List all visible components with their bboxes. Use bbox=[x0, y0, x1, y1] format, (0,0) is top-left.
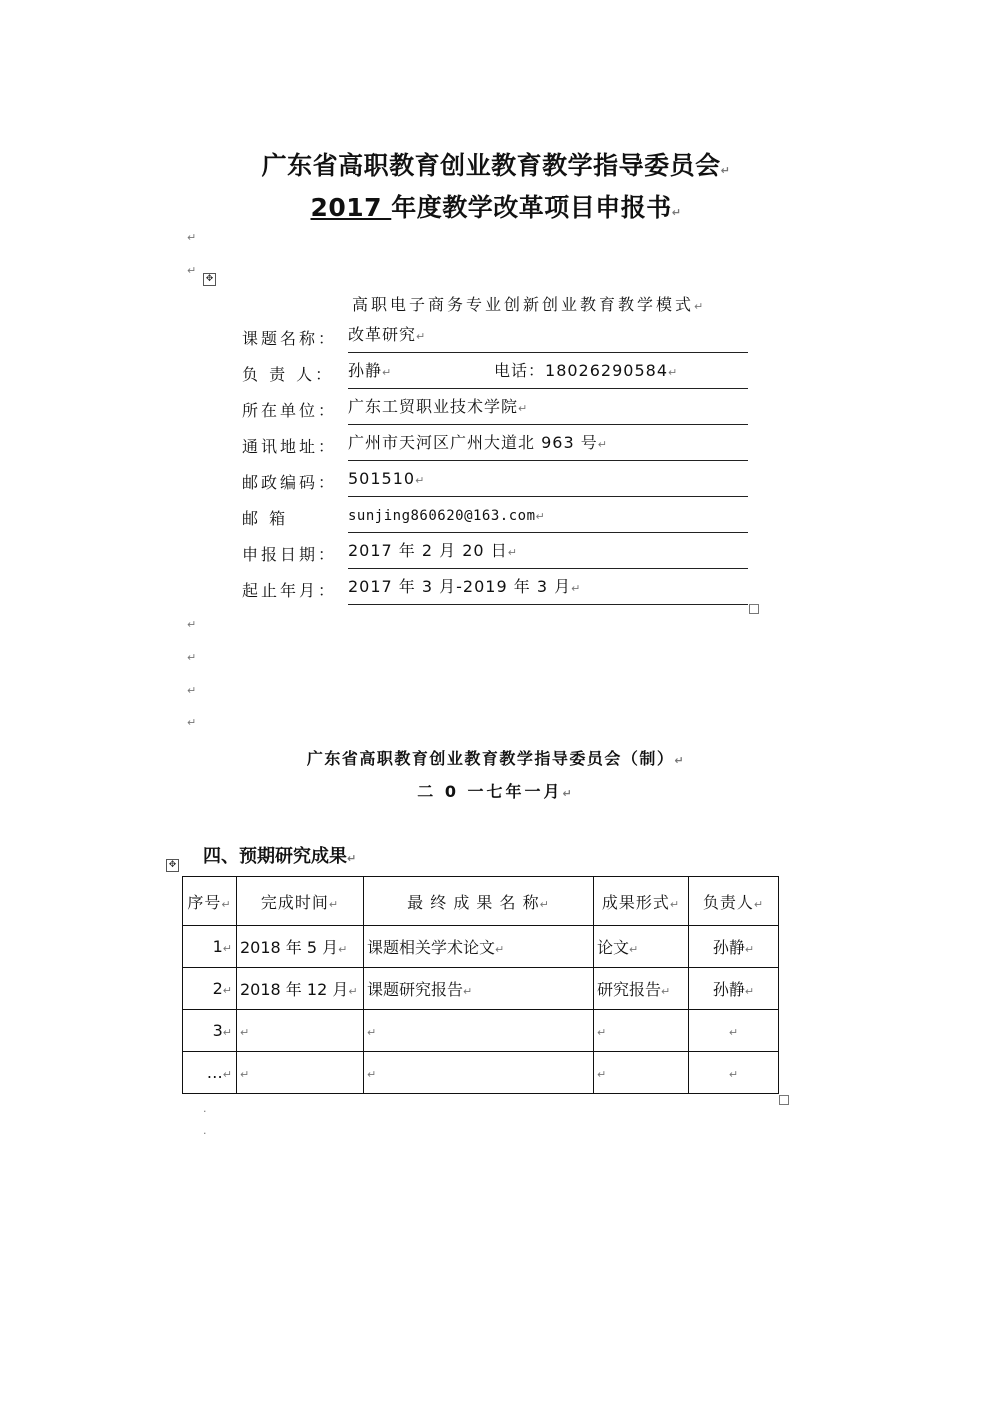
cell-time[interactable]: ↵ bbox=[237, 1052, 364, 1094]
paragraph-mark: ↵ bbox=[187, 651, 197, 664]
cell-name[interactable]: ↵ bbox=[364, 1010, 594, 1052]
issue-date: 二 0 一七年一月↵ bbox=[417, 782, 575, 801]
field-label: 通讯地址： bbox=[242, 437, 338, 456]
issuing-organization: 广东省高职教育创业教育教学指导委员会（制）↵ bbox=[306, 749, 686, 768]
field-row-period bbox=[242, 570, 748, 606]
table-move-handle-icon[interactable]: ✥ bbox=[166, 859, 179, 872]
cell-owner[interactable]: 孙静↵ bbox=[689, 926, 779, 968]
cell-form[interactable]: ↵ bbox=[594, 1052, 689, 1094]
column-header: 序号↵ bbox=[183, 877, 237, 926]
field-value[interactable]: 广州市天河区广州大道北 963 号↵ bbox=[348, 426, 748, 461]
cell-form[interactable]: 论文↵ bbox=[594, 926, 689, 968]
field-value[interactable]: 广东工贸职业技术学院↵ bbox=[348, 390, 748, 425]
field-row-email bbox=[242, 498, 748, 534]
table-header-row bbox=[183, 877, 779, 926]
cell-owner[interactable]: 孙静↵ bbox=[689, 968, 779, 1010]
cell-form[interactable]: 研究报告↵ bbox=[594, 968, 689, 1010]
paragraph-mark: ↵ bbox=[187, 684, 197, 697]
cell-no[interactable]: 2↵ bbox=[183, 968, 237, 1010]
field-label: 负 责 人： bbox=[242, 365, 335, 384]
field-row-topic bbox=[242, 318, 748, 354]
field-label: 所在单位： bbox=[242, 401, 338, 420]
table-row bbox=[183, 1010, 779, 1052]
field-value[interactable]: 2017 年 2 月 20 日↵ bbox=[348, 534, 748, 569]
table-row bbox=[183, 968, 779, 1010]
cell-time[interactable]: ↵ bbox=[237, 1010, 364, 1052]
field-label: 课题名称： bbox=[242, 329, 338, 348]
table-resize-handle-icon[interactable] bbox=[749, 604, 759, 614]
field-value[interactable]: 2017 年 3 月-2019 年 3 月↵ bbox=[348, 570, 748, 605]
paragraph-mark: ↵ bbox=[187, 716, 197, 729]
field-value[interactable]: 501510↵ bbox=[348, 462, 748, 497]
field-row-postcode bbox=[242, 462, 748, 498]
paragraph-mark: ↵ bbox=[187, 264, 197, 277]
project-title-line1: 高职电子商务专业创新创业教育教学模式↵ bbox=[352, 295, 707, 314]
cell-name[interactable]: 课题研究报告↵ bbox=[364, 968, 594, 1010]
cell-name[interactable]: ↵ bbox=[364, 1052, 594, 1094]
field-label: 邮 箱 bbox=[242, 509, 289, 528]
cell-owner[interactable]: ↵ bbox=[689, 1052, 779, 1094]
column-header: 完成时间↵ bbox=[237, 877, 364, 926]
field-label: 申报日期： bbox=[242, 545, 338, 564]
paragraph-mark: ↵ bbox=[187, 618, 197, 631]
cell-time[interactable]: 2018 年 12 月↵ bbox=[237, 968, 364, 1010]
field-value[interactable]: 孙静↵ 电话：18026290584↵ bbox=[348, 354, 748, 389]
phone-field: 电话：18026290584↵ bbox=[494, 361, 679, 380]
cell-owner[interactable]: ↵ bbox=[689, 1010, 779, 1052]
cover-title-line2: 2017 年度教学改革项目申报书↵ bbox=[310, 193, 682, 222]
field-label: 起止年月： bbox=[242, 581, 338, 600]
section-heading: 四、预期研究成果↵ bbox=[203, 846, 357, 867]
column-header: 负责人↵ bbox=[689, 877, 779, 926]
field-value[interactable]: sunjing860620@163.com↵ bbox=[348, 498, 748, 533]
results-table bbox=[182, 876, 779, 1094]
cover-title-year: 2017 bbox=[310, 193, 392, 222]
cell-no[interactable]: 1↵ bbox=[183, 926, 237, 968]
table-row bbox=[183, 926, 779, 968]
paragraph-mark: . bbox=[203, 1102, 207, 1115]
table-row bbox=[183, 1052, 779, 1094]
field-row-address bbox=[242, 426, 748, 462]
column-header: 成果形式↵ bbox=[594, 877, 689, 926]
paragraph-mark: . bbox=[203, 1124, 207, 1137]
column-header: 最 终 成 果 名 称↵ bbox=[364, 877, 594, 926]
cell-no[interactable]: 3↵ bbox=[183, 1010, 237, 1052]
field-row-apply-date bbox=[242, 534, 748, 570]
field-row-owner bbox=[242, 354, 748, 390]
field-row-unit bbox=[242, 390, 748, 426]
cell-no[interactable]: …↵ bbox=[183, 1052, 237, 1094]
cell-name[interactable]: 课题相关学术论文↵ bbox=[364, 926, 594, 968]
cell-time[interactable]: 2018 年 5 月↵ bbox=[237, 926, 364, 968]
table-resize-handle-icon[interactable] bbox=[779, 1095, 789, 1105]
cover-title-line1: 广东省高职教育创业教育教学指导委员会↵ bbox=[261, 151, 731, 180]
cell-form[interactable]: ↵ bbox=[594, 1010, 689, 1052]
field-label: 邮政编码： bbox=[242, 473, 338, 492]
field-value[interactable]: 改革研究↵ bbox=[348, 318, 748, 353]
paragraph-mark: ↵ bbox=[187, 231, 197, 244]
table-move-handle-icon[interactable]: ✥ bbox=[203, 273, 216, 286]
